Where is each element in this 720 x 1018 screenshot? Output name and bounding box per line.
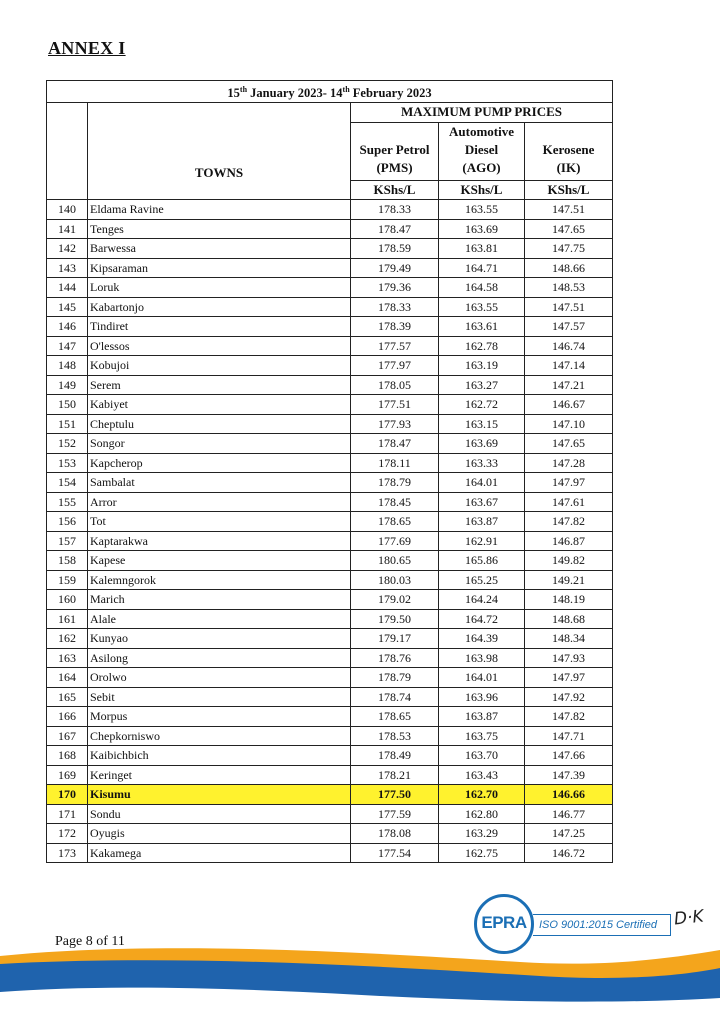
ago-price: 163.19 [439,356,525,376]
pms-price: 178.05 [351,375,439,395]
pms-price: 178.65 [351,707,439,727]
town-name: Sondu [88,804,351,824]
pms-price: 180.65 [351,551,439,571]
ik-price: 148.19 [525,590,613,610]
table-row [47,512,613,532]
ik-price: 146.87 [525,531,613,551]
pms-price: 178.79 [351,668,439,688]
table-row [47,336,613,356]
ago-price: 163.27 [439,375,525,395]
town-name: Kaibichbich [88,746,351,766]
pms-price: 178.65 [351,512,439,532]
ago-header: Automotive Diesel (AGO) [439,122,525,180]
pms-price: 179.17 [351,629,439,649]
table-row [47,785,613,805]
row-number: 166 [47,707,88,727]
town-name: Kapese [88,551,351,571]
pms-price: 178.76 [351,648,439,668]
ik-price: 148.34 [525,629,613,649]
table-row [47,843,613,863]
table-row [47,726,613,746]
ik-price: 149.82 [525,551,613,571]
ago-price: 162.70 [439,785,525,805]
ago-price: 164.58 [439,278,525,298]
town-name: Chepkorniswo [88,726,351,746]
ik-price: 146.74 [525,336,613,356]
row-number: 144 [47,278,88,298]
ik-price: 147.39 [525,765,613,785]
ago-price: 163.69 [439,434,525,454]
ik-price: 147.51 [525,297,613,317]
ik-price: 147.10 [525,414,613,434]
ago-price: 162.72 [439,395,525,415]
ago-price: 163.98 [439,648,525,668]
price-rows [47,200,613,863]
row-number: 157 [47,531,88,551]
ago-price: 163.87 [439,512,525,532]
ik-price: 146.77 [525,804,613,824]
table-row [47,804,613,824]
table-row [47,765,613,785]
ago-price: 163.61 [439,317,525,337]
town-name: Tenges [88,219,351,239]
ago-price: 163.15 [439,414,525,434]
ik-price: 147.28 [525,453,613,473]
ik-header: Kerosene (IK) [525,122,613,180]
ago-price: 164.39 [439,629,525,649]
pms-price: 177.54 [351,843,439,863]
row-number: 140 [47,200,88,220]
row-number: 161 [47,609,88,629]
pms-price: 177.97 [351,356,439,376]
ik-price: 147.14 [525,356,613,376]
pump-price-table [46,80,613,863]
town-name: Kakamega [88,843,351,863]
table-row [47,239,613,259]
row-number: 162 [47,629,88,649]
table-row [47,551,613,571]
ago-price: 162.75 [439,843,525,863]
pms-price: 177.57 [351,336,439,356]
town-name: Keringet [88,765,351,785]
row-number: 163 [47,648,88,668]
ago-price: 164.01 [439,473,525,493]
table-row [47,375,613,395]
town-name: Kabartonjo [88,297,351,317]
ago-price: 163.96 [439,687,525,707]
table-row [47,492,613,512]
ik-price: 147.61 [525,492,613,512]
ik-price: 147.71 [525,726,613,746]
pms-price: 179.02 [351,590,439,610]
table-row [47,590,613,610]
epra-logo: EPRA [474,894,534,954]
pms-price: 178.47 [351,434,439,454]
row-number: 150 [47,395,88,415]
town-name: O'lessos [88,336,351,356]
iso-certification: ISO 9001:2015 Certified [533,914,671,936]
max-pump-prices-header: MAXIMUM PUMP PRICES [351,103,613,123]
town-name: Tot [88,512,351,532]
town-name: Eldama Ravine [88,200,351,220]
table-row [47,200,613,220]
period-heading: 15th January 2023- 14th February 2023 [47,81,613,103]
ago-price: 164.24 [439,590,525,610]
ago-price: 164.72 [439,609,525,629]
row-number: 170 [47,785,88,805]
pms-price: 178.53 [351,726,439,746]
pms-price: 180.03 [351,570,439,590]
town-name: Asilong [88,648,351,668]
ik-price: 146.72 [525,843,613,863]
table-row [47,219,613,239]
ago-price: 162.80 [439,804,525,824]
pms-price: 179.50 [351,609,439,629]
handwritten-initials: D·K [673,906,705,930]
row-number: 158 [47,551,88,571]
table-row [47,434,613,454]
ago-price: 165.25 [439,570,525,590]
ik-price: 148.66 [525,258,613,278]
row-number: 164 [47,668,88,688]
row-number: 149 [47,375,88,395]
table-row [47,609,613,629]
pms-price: 177.59 [351,804,439,824]
pms-price: 178.59 [351,239,439,259]
table-row [47,687,613,707]
pms-price: 178.47 [351,219,439,239]
row-number: 169 [47,765,88,785]
ik-price: 147.65 [525,219,613,239]
ago-price: 162.91 [439,531,525,551]
pms-price: 178.45 [351,492,439,512]
ik-price: 147.97 [525,473,613,493]
page-number: Page 8 of 11 [55,934,125,949]
number-header [47,103,88,200]
annex-title: ANNEX I [48,38,126,58]
town-name: Kipsaraman [88,258,351,278]
row-number: 171 [47,804,88,824]
ago-price: 163.29 [439,824,525,844]
table-row [47,629,613,649]
pms-price: 178.74 [351,687,439,707]
row-number: 167 [47,726,88,746]
row-number: 143 [47,258,88,278]
ago-price: 164.71 [439,258,525,278]
town-name: Serem [88,375,351,395]
towns-header: TOWNS [88,103,351,200]
table-row [47,824,613,844]
ik-price: 146.66 [525,785,613,805]
town-name: Kunyao [88,629,351,649]
pms-price: 177.50 [351,785,439,805]
ik-price: 147.97 [525,668,613,688]
town-name: Oyugis [88,824,351,844]
pms-price: 178.11 [351,453,439,473]
row-number: 173 [47,843,88,863]
row-number: 154 [47,473,88,493]
pms-price: 178.49 [351,746,439,766]
ik-price: 149.21 [525,570,613,590]
ago-price: 163.75 [439,726,525,746]
table-row [47,648,613,668]
town-name: Cheptulu [88,414,351,434]
table-row [47,297,613,317]
town-name: Sebit [88,687,351,707]
town-name: Arror [88,492,351,512]
ik-unit: KShs/L [525,180,613,200]
pms-unit: KShs/L [351,180,439,200]
ik-price: 147.82 [525,512,613,532]
town-name: Kalemngorok [88,570,351,590]
row-number: 145 [47,297,88,317]
town-name: Orolwo [88,668,351,688]
ago-price: 163.69 [439,219,525,239]
row-number: 165 [47,687,88,707]
town-name: Loruk [88,278,351,298]
ago-price: 164.01 [439,668,525,688]
town-name: Kobujoi [88,356,351,376]
row-number: 141 [47,219,88,239]
ik-price: 147.21 [525,375,613,395]
town-name: Kaptarakwa [88,531,351,551]
row-number: 142 [47,239,88,259]
row-number: 153 [47,453,88,473]
ago-price: 163.67 [439,492,525,512]
table-row [47,570,613,590]
table-row [47,356,613,376]
table-row [47,746,613,766]
ik-price: 147.93 [525,648,613,668]
town-name: Morpus [88,707,351,727]
town-name: Tindiret [88,317,351,337]
pms-header: Super Petrol (PMS) [351,122,439,180]
pms-price: 178.08 [351,824,439,844]
table-row [47,473,613,493]
row-number: 155 [47,492,88,512]
ik-price: 147.66 [525,746,613,766]
pms-price: 179.49 [351,258,439,278]
row-number: 160 [47,590,88,610]
table-row [47,668,613,688]
table-row [47,278,613,298]
ago-price: 165.86 [439,551,525,571]
ik-price: 147.57 [525,317,613,337]
ago-price: 162.78 [439,336,525,356]
town-name: Kisumu [88,785,351,805]
pms-price: 178.79 [351,473,439,493]
pms-price: 177.69 [351,531,439,551]
ik-price: 147.51 [525,200,613,220]
ik-price: 148.68 [525,609,613,629]
ago-price: 163.70 [439,746,525,766]
ik-price: 147.65 [525,434,613,454]
ago-price: 163.43 [439,765,525,785]
table-row [47,395,613,415]
ago-unit: KShs/L [439,180,525,200]
row-number: 147 [47,336,88,356]
ik-price: 148.53 [525,278,613,298]
ik-price: 147.25 [525,824,613,844]
ik-price: 147.82 [525,707,613,727]
row-number: 159 [47,570,88,590]
town-name: Kapcherop [88,453,351,473]
row-number: 151 [47,414,88,434]
ik-price: 147.92 [525,687,613,707]
pms-price: 178.33 [351,297,439,317]
ago-price: 163.33 [439,453,525,473]
ago-price: 163.81 [439,239,525,259]
pms-price: 177.51 [351,395,439,415]
ago-price: 163.87 [439,707,525,727]
row-number: 146 [47,317,88,337]
ik-price: 147.75 [525,239,613,259]
table-row [47,414,613,434]
table-row [47,707,613,727]
ago-price: 163.55 [439,200,525,220]
town-name: Barwessa [88,239,351,259]
row-number: 172 [47,824,88,844]
row-number: 148 [47,356,88,376]
row-number: 156 [47,512,88,532]
pms-price: 178.39 [351,317,439,337]
town-name: Sambalat [88,473,351,493]
pms-price: 178.21 [351,765,439,785]
row-number: 152 [47,434,88,454]
pms-price: 177.93 [351,414,439,434]
pms-price: 179.36 [351,278,439,298]
ik-price: 146.67 [525,395,613,415]
pms-price: 178.33 [351,200,439,220]
town-name: Alale [88,609,351,629]
town-name: Marich [88,590,351,610]
town-name: Kabiyet [88,395,351,415]
town-name: Songor [88,434,351,454]
table-row [47,317,613,337]
table-row [47,453,613,473]
ago-price: 163.55 [439,297,525,317]
table-row [47,258,613,278]
table-row [47,531,613,551]
row-number: 168 [47,746,88,766]
